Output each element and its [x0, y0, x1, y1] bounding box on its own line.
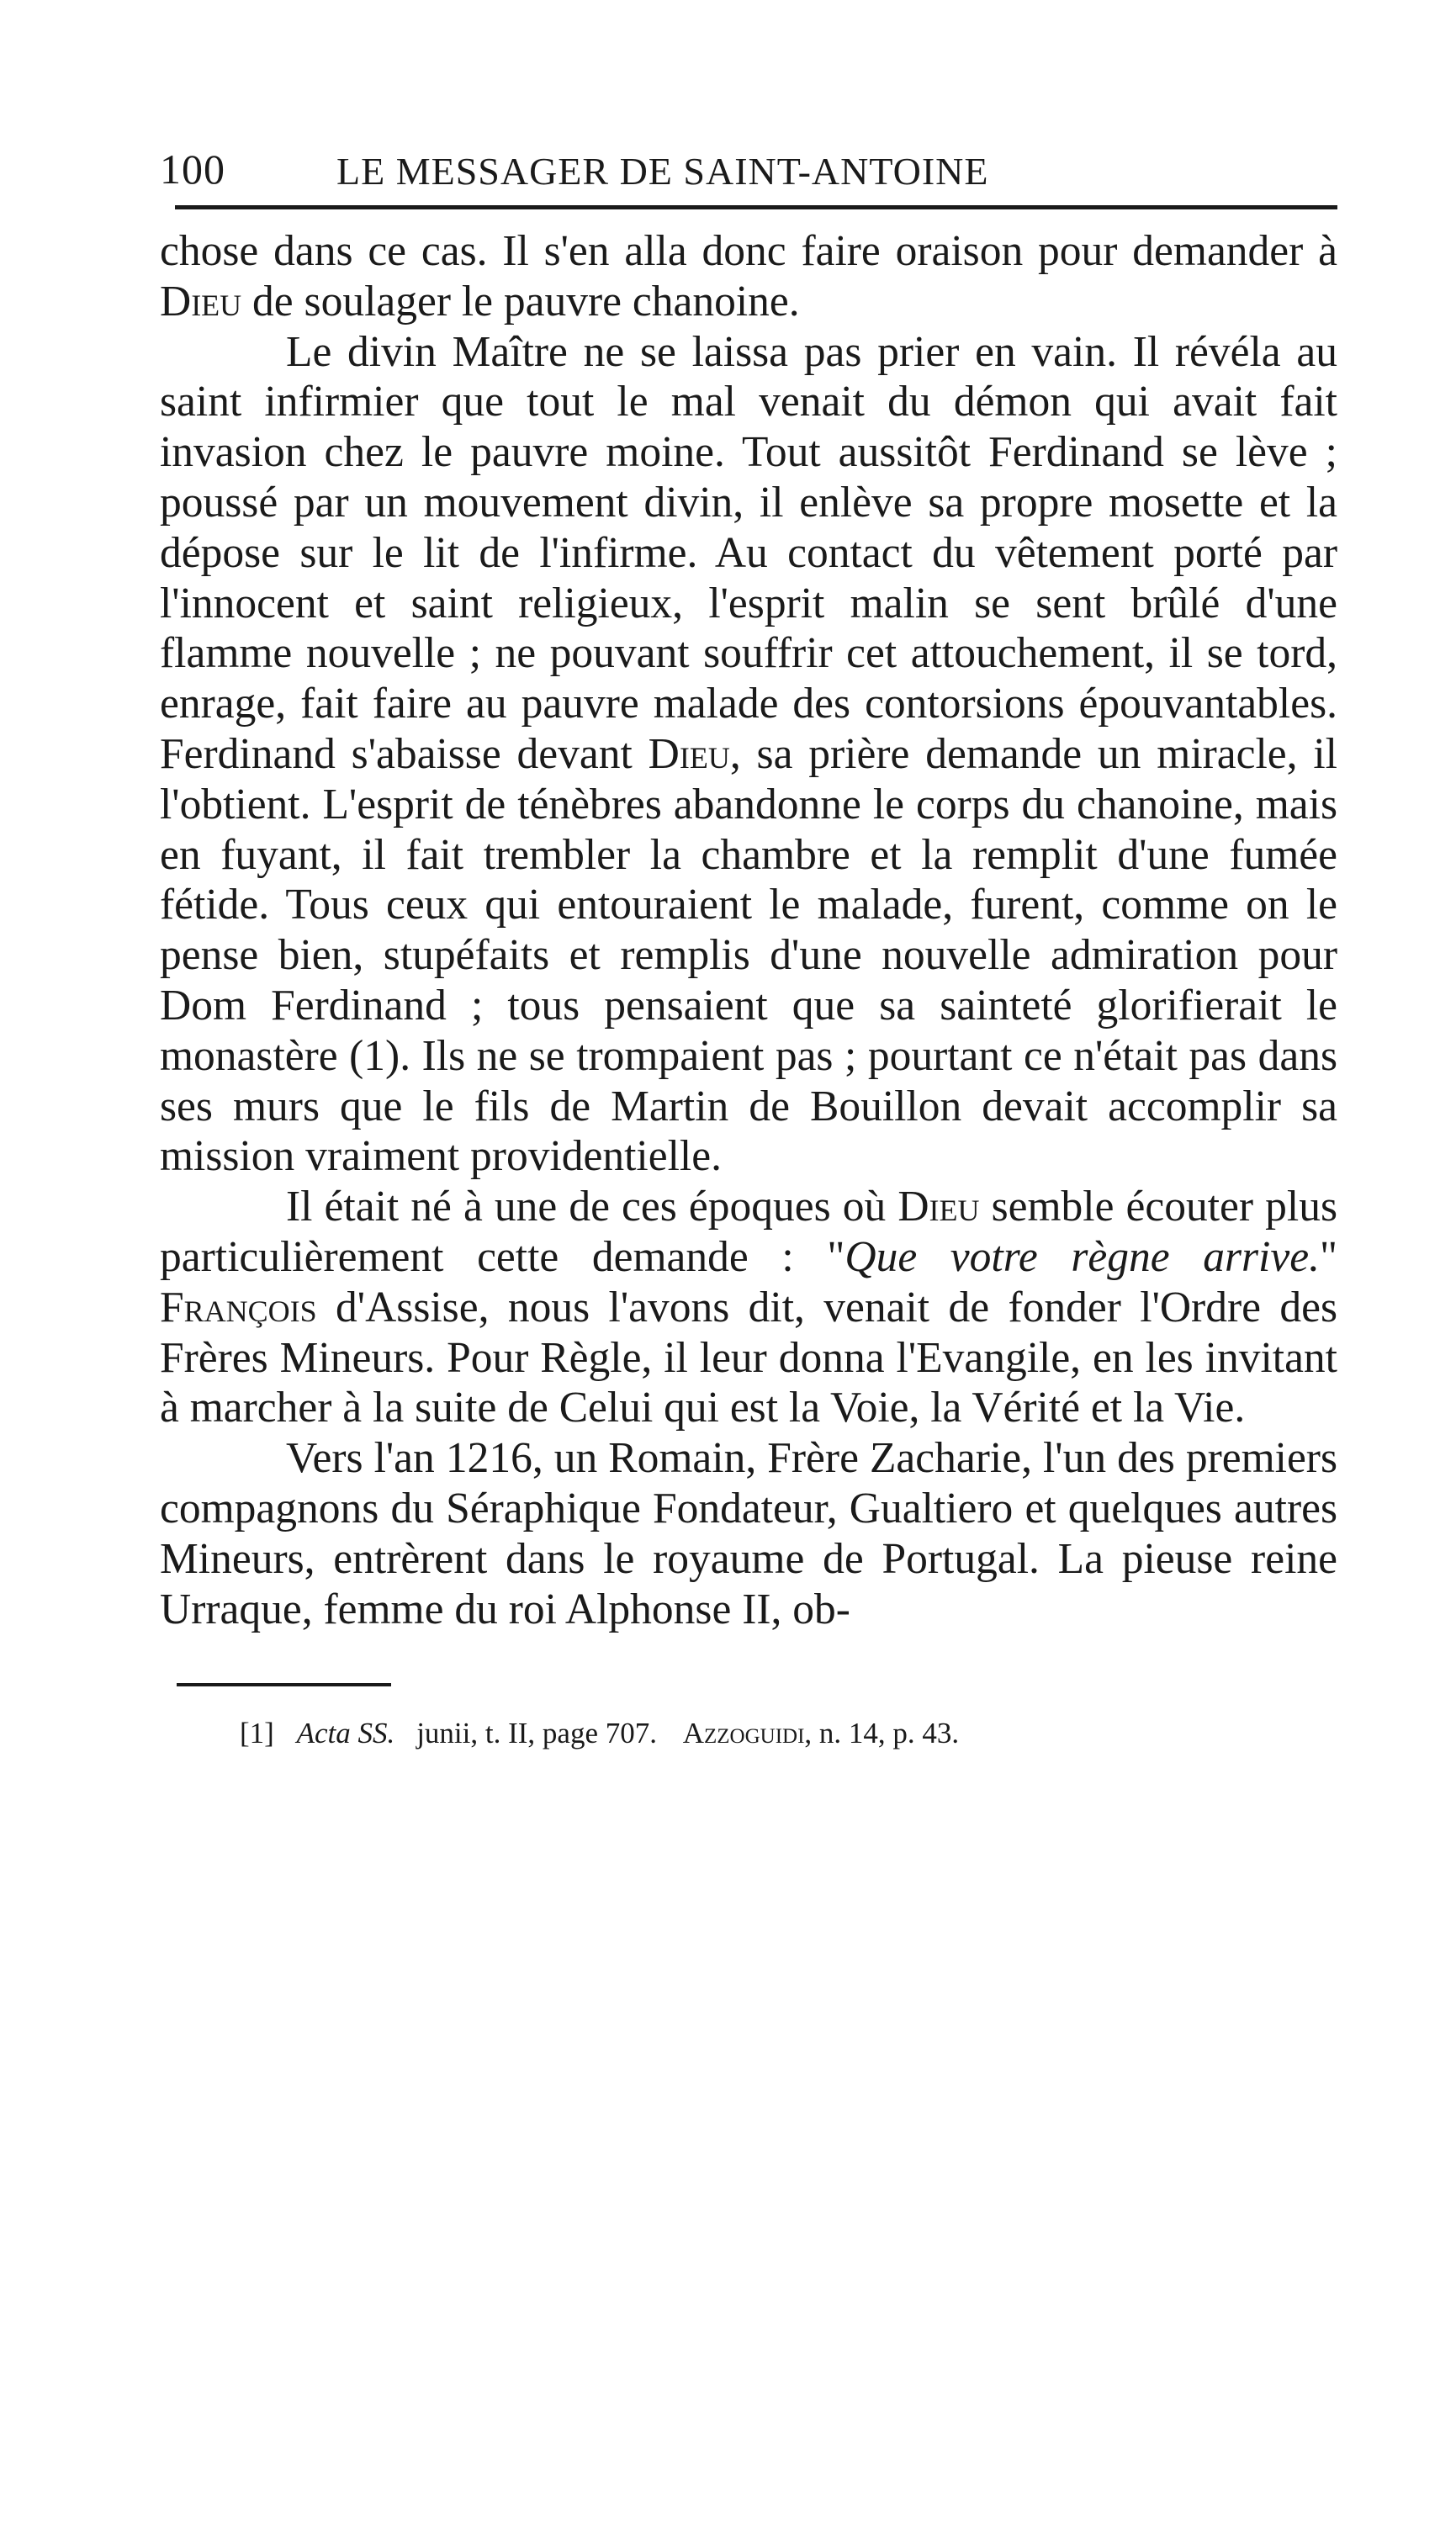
- paragraph-2: [160, 327, 1337, 1183]
- page-header: [160, 126, 1337, 205]
- book-page: [160, 126, 1337, 2464]
- paragraph-3-text-mid: semble écouter plus particulièrement cette demande : ": [160, 1183, 1337, 1281]
- italic-quote: Que votre règne arrive.: [844, 1232, 1320, 1281]
- footnote-source: Acta SS.: [296, 1717, 395, 1750]
- footnote: [240, 1715, 1337, 1752]
- paragraph-3-text: Il était né à une de ces époques où: [286, 1183, 898, 1231]
- footnote-reference-2: , n. 14, p. 43.: [804, 1717, 960, 1750]
- page-number: 100: [160, 146, 225, 193]
- dieu-smallcaps: Dieu: [160, 277, 242, 326]
- footnote-label: [1]: [240, 1717, 274, 1750]
- dieu-smallcaps: Dieu: [897, 1183, 980, 1231]
- paragraph-4: [160, 1433, 1337, 1634]
- body-text: [160, 226, 1337, 1634]
- footnote-author: Azzoguidi: [682, 1717, 805, 1750]
- header-rule: [175, 205, 1337, 209]
- paragraph-2-text-end: , sa prière demande un miracle, il l'obtient. L'esprit de ténèbres abandonne le corps du chanoine, mais en fuyant, il fait trembler la chambre et la remplit d'une fumée fétide. Tous ceux qui entouraient le malade, furent, comme on le pense bien, stupéfaits et remplis d'une nouvelle admiration pour Dom Ferdinand ; tous pensaient que sa sainteté glorifierait le monastère (1). Ils ne se trompaient pas ; pourtant ce n'était pas dans ses murs que le fils de Martin de Bouillon devait accomplir sa mission vraiment providentielle.: [160, 729, 1337, 1181]
- footnote-reference: junii, t. II, page 707.: [416, 1717, 657, 1750]
- paragraph-3-text-end: d'Assise, nous l'avons dit, venait de fonder l'Ordre des Frères Mineurs. Pour Règle, il leur donna l'Evangile, en les invitant à marcher à la suite de Celui qui est la Voie, la Vérité et la Vie.: [160, 1283, 1337, 1432]
- dieu-smallcaps: Dieu: [648, 729, 730, 778]
- paragraph-3: [160, 1182, 1337, 1433]
- running-title: LE MESSAGER DE SAINT-ANTOINE: [336, 150, 989, 193]
- paragraph-1: [160, 226, 1337, 327]
- paragraph-2-text: Le divin Maître ne se laissa pas prier en vain. Il révéla au saint infirmier que tout le mal venait du démon qui avait fait invasion chez le pauvre moine. Tout aussitôt Ferdinand se lève ; poussé par un mouvement divin, il enlève sa propre mosette et la dépose sur le lit de l'infirme. Au contact du vêtement porté par l'innocent et saint religieux, l'esprit malin se sent brûlé d'une flamme nouvelle ; ne pouvant souffrir cet attouchement, il se tord, enrage, fait faire au pauvre malade des contorsions épouvantables. Ferdinand s'abaisse devant: [160, 327, 1337, 778]
- paragraph-3-quote-close: ": [1319, 1232, 1337, 1281]
- paragraph-1-text: chose dans ce cas. Il s'en alla donc faire oraison pour demander à: [160, 227, 1337, 275]
- francois-smallcaps: François: [160, 1283, 317, 1331]
- footnote-rule: [177, 1683, 391, 1686]
- paragraph-1-text-end: de soulager le pauvre chanoine.: [241, 277, 800, 326]
- paragraph-4-text: Vers l'an 1216, un Romain, Frère Zacharie, l'un des premiers compagnons du Séraphique Fondateur, Gualtiero et quelques autres Mineurs, entrèrent dans le royaume de Portugal. La pieuse reine Urraque, femme du roi Alphonse II, ob-: [160, 1434, 1337, 1633]
